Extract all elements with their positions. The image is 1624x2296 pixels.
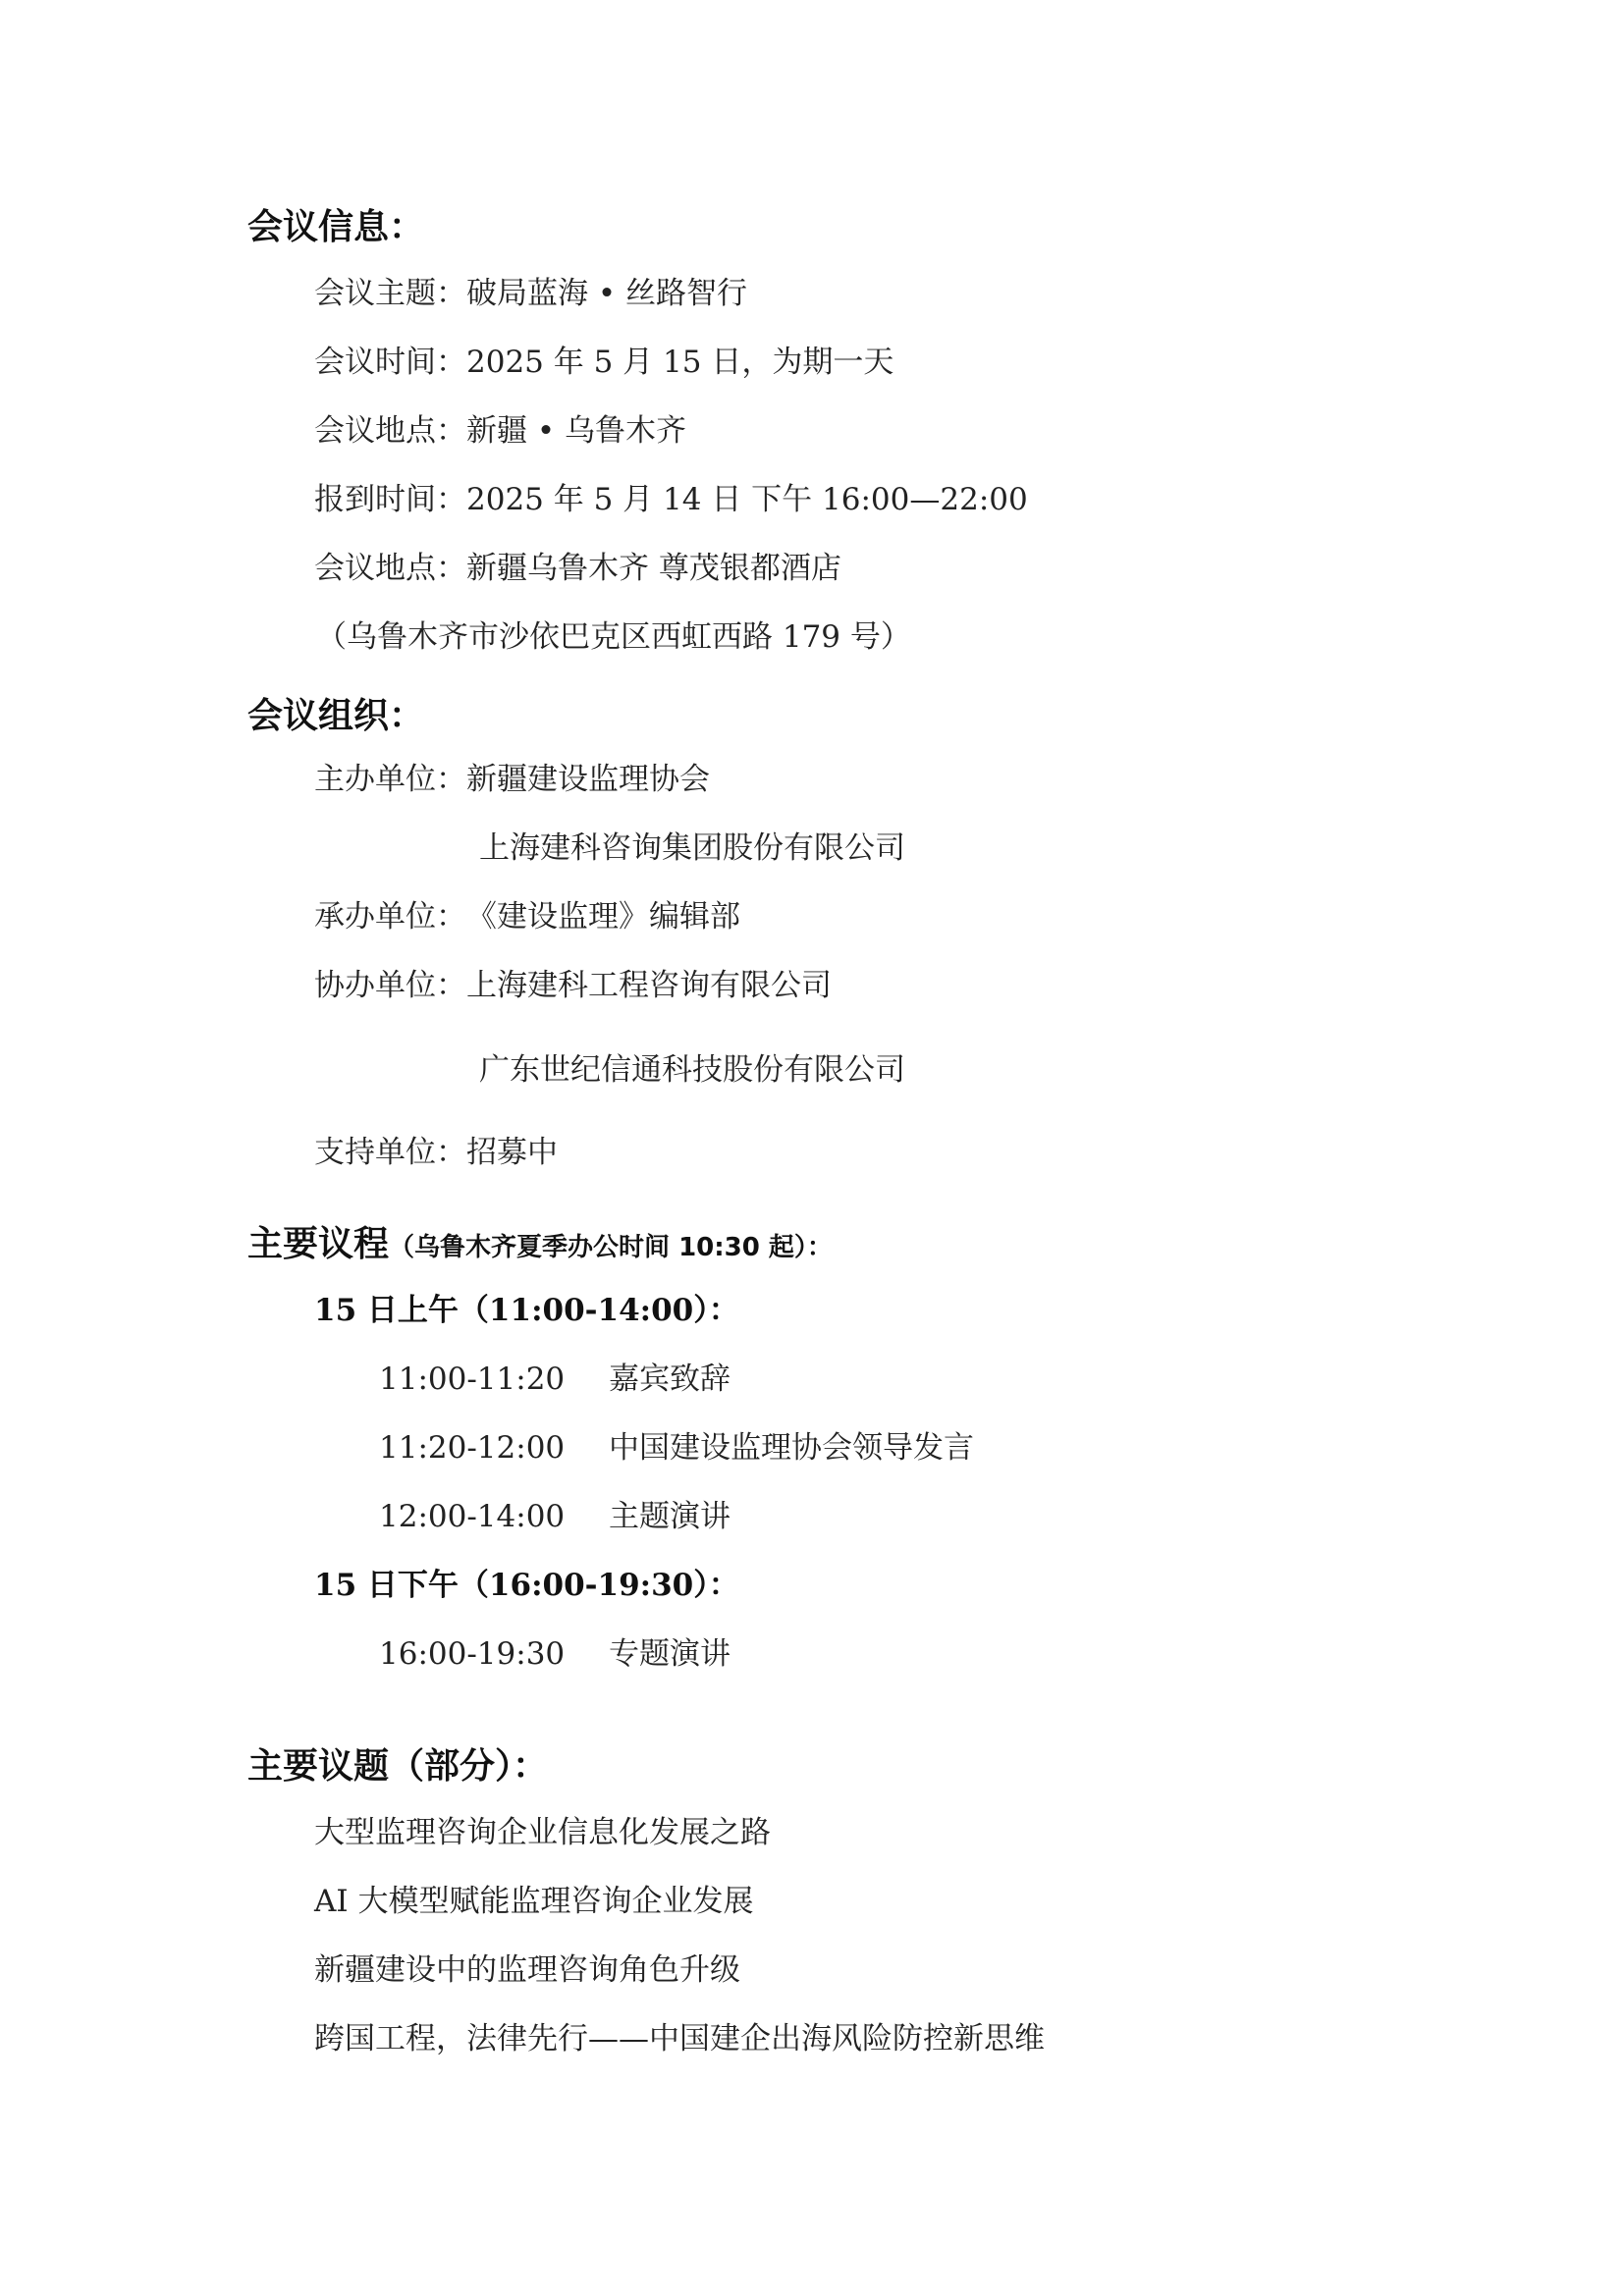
- agenda-item: [379, 1364, 731, 1395]
- co-organizer-name-2: 广东世纪信通科技股份有限公司: [479, 1052, 905, 1088]
- supporter-label: 支持单位：: [314, 1135, 466, 1170]
- topic-item: AI 大模型赋能监理咨询企业发展: [314, 1884, 754, 1919]
- topic-item: 跨国工程，法律先行——中国建企出海风险防控新思维: [314, 2021, 1045, 2056]
- meeting-info-heading: 会议信息：: [247, 207, 425, 247]
- organizer-row: [314, 899, 740, 934]
- topic-item: 大型监理咨询企业信息化发展之路: [314, 1815, 771, 1850]
- agenda-note: （乌鲁木齐夏季办公时间 10:30 起）：: [389, 1233, 833, 1262]
- agenda-item: [379, 1636, 731, 1672]
- host-name-1: 新疆建设监理协会: [466, 762, 710, 797]
- organizer-label: 承办单位：: [314, 899, 466, 934]
- agenda-item-time: 16:00-19:30: [379, 1636, 566, 1672]
- registration-time: 报到时间：2025 年 5 月 14 日 下午 16:00—22:00: [314, 482, 1028, 517]
- agenda-heading: 主要议程: [247, 1224, 390, 1264]
- organization-heading: 会议组织：: [247, 696, 425, 736]
- agenda-heading-row: [247, 1224, 833, 1264]
- co-organizer-name-1: 上海建科工程咨询有限公司: [466, 968, 832, 1003]
- host-row: [314, 762, 710, 797]
- agenda-item: [379, 1499, 731, 1534]
- venue-address: （乌鲁木齐市沙依巴克区西虹西路 179 号）: [316, 619, 911, 655]
- host-label: 主办单位：: [314, 762, 466, 797]
- host-name-2: 上海建科咨询集团股份有限公司: [479, 830, 905, 866]
- morning-session-title: 15 日上午（11:00-14:00）：: [314, 1293, 739, 1328]
- agenda-item-time: 12:00-14:00: [379, 1499, 566, 1534]
- meeting-place: 会议地点：新疆 • 乌鲁木齐: [314, 413, 686, 449]
- agenda-item-title: 嘉宾致辞: [609, 1362, 731, 1397]
- co-organizer-row: [314, 968, 832, 1003]
- agenda-item-title: 中国建设监理协会领导发言: [609, 1430, 974, 1466]
- topic-item: 新疆建设中的监理咨询角色升级: [314, 1952, 740, 1988]
- organizer-name: 《建设监理》编辑部: [466, 899, 740, 934]
- agenda-item-title: 专题演讲: [609, 1636, 731, 1672]
- agenda-item-title: 主题演讲: [609, 1499, 731, 1534]
- co-organizer-label: 协办单位：: [314, 968, 466, 1003]
- agenda-item-time: 11:20-12:00: [379, 1430, 566, 1466]
- supporter-row: [314, 1135, 558, 1170]
- agenda-item-time: 11:00-11:20: [379, 1362, 566, 1397]
- agenda-item: [379, 1430, 974, 1466]
- meeting-theme: 会议主题：破局蓝海 • 丝路智行: [314, 276, 747, 311]
- topics-heading: 主要议题（部分）：: [247, 1746, 549, 1787]
- afternoon-session-title: 15 日下午（16:00-19:30）：: [314, 1568, 739, 1603]
- supporter-status: 招募中: [466, 1135, 558, 1170]
- meeting-venue: 会议地点：新疆乌鲁木齐 尊茂银都酒店: [314, 551, 841, 586]
- meeting-time: 会议时间：2025 年 5 月 15 日，为期一天: [314, 345, 894, 380]
